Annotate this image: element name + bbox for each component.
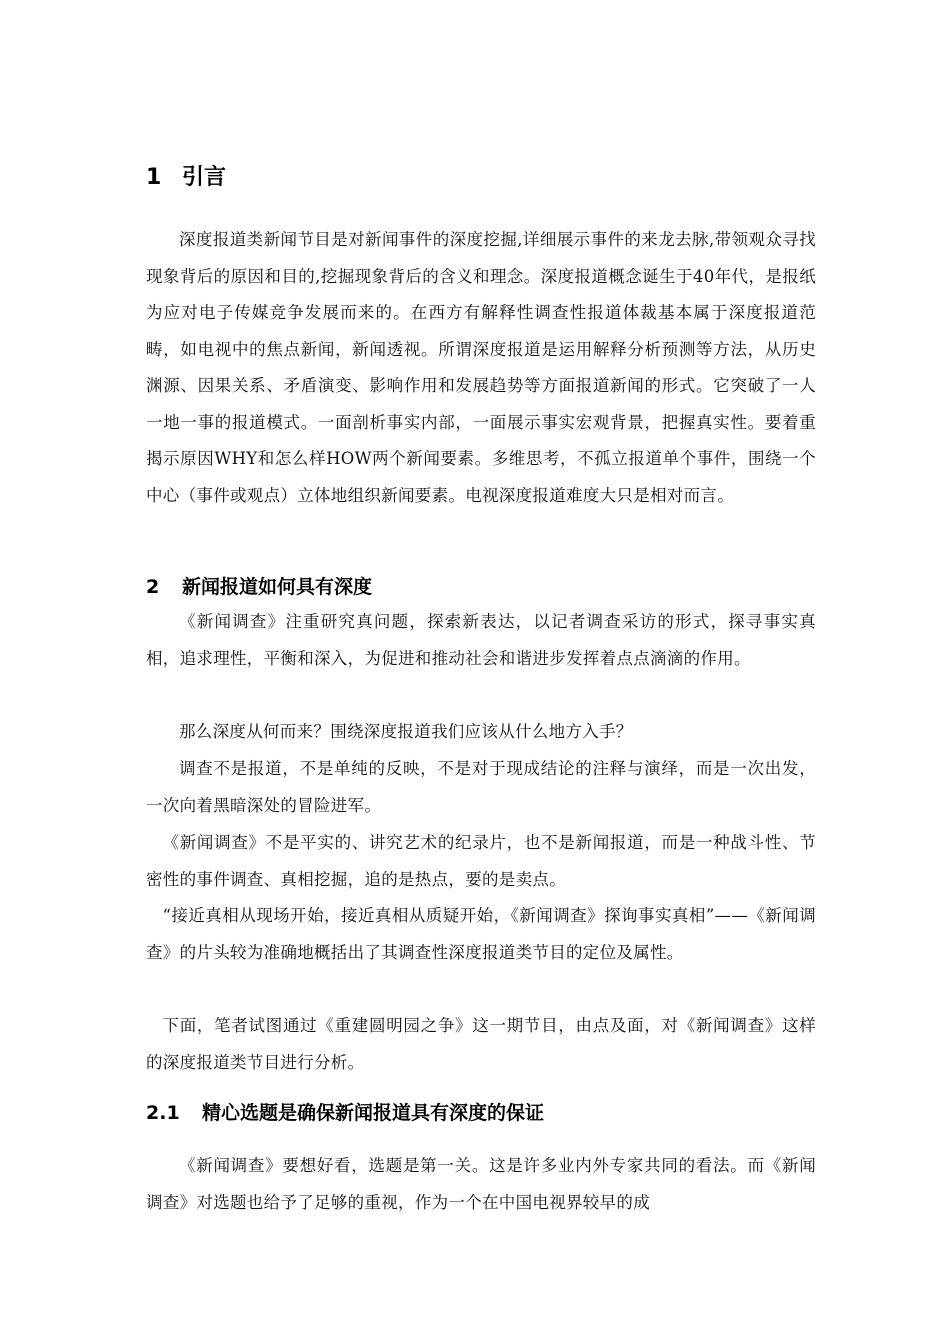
paragraph: 《新闻调查》注重研究真问题，探索新表达，以记者调查采访的形式，探寻事实真相，追求理性，平衡和深入，为促进和推动社会和谐进步发挥着点点滴滴的作用。 bbox=[146, 612, 816, 668]
section-title: 精心选题是确保新闻报道具有深度的保证 bbox=[202, 1102, 545, 1124]
section-heading-2-1 bbox=[146, 1098, 816, 1125]
section-heading-1 bbox=[146, 160, 816, 191]
paragraph: “接近真相从现场开始，接近真相从质疑开始，《新闻调查》探询事实真相”——《新闻调查》的片头较为准确地概括出了其调查性深度报道类节目的定位及属性。 bbox=[146, 906, 816, 962]
section-title: 新闻报道如何具有深度 bbox=[182, 576, 373, 598]
paragraph: 那么深度从何而来？围绕深度报道我们应该从什么地方入手？ bbox=[179, 722, 633, 741]
paragraph: 《新闻调查》不是平实的、讲究艺术的纪录片，也不是新闻报道，而是一种战斗性、节密性的事件调查、真相挖掘，追的是热点，要的是卖点。 bbox=[146, 833, 816, 889]
section-number: 2.1 bbox=[146, 1102, 180, 1124]
section-title: 引言 bbox=[182, 165, 227, 190]
section-number: 2 bbox=[146, 576, 160, 598]
paragraph: 调查不是报道，不是单纯的反映，不是对于现成结论的注释与演绎，而是一次出发，一次向着黑暗深处的冒险进军。 bbox=[146, 759, 816, 815]
section-number: 1 bbox=[146, 165, 162, 190]
paragraph-intro: 深度报道类新闻节目是对新闻事件的深度挖掘,详细展示事件的来龙去脉,带领观众寻找现象背后的原因和目的,挖掘现象背后的含义和理念。深度报道概念诞生于40年代，是报纸为应对电子传媒竞争发展而来的。在西方有解释性调查性报道体裁基本属于深度报道范畴，如电视中的焦点新闻，新闻透视。所谓深度报道是运用解释分析预测等方法，从历史渊源、因果关系、矛盾演变、影响作用和发展趋势等方面报道新闻的形式。它突破了一人一地一事的报道模式。一面剖析事实内部，一面展示事实宏观背景，把握真实性。要着重揭示原因WHY和怎么样HOW两个新闻要素。多维思考，不孤立报道单个事件，围绕一个中心（事件或观点）立体地组织新闻要素。电视深度报道难度大只是相对而言。 bbox=[146, 230, 816, 505]
paragraph: 《新闻调查》要想好看，选题是第一关。这是许多业内外专家共同的看法。而《新闻调查》对选题也给予了足够的重视，作为一个在中国电视界较早的成 bbox=[146, 1156, 816, 1212]
section-heading-2 bbox=[146, 572, 816, 599]
paragraph: 下面，笔者试图通过《重建圆明园之争》这一期节目，由点及面，对《新闻调查》这样的深度报道类节目进行分析。 bbox=[146, 1016, 816, 1072]
